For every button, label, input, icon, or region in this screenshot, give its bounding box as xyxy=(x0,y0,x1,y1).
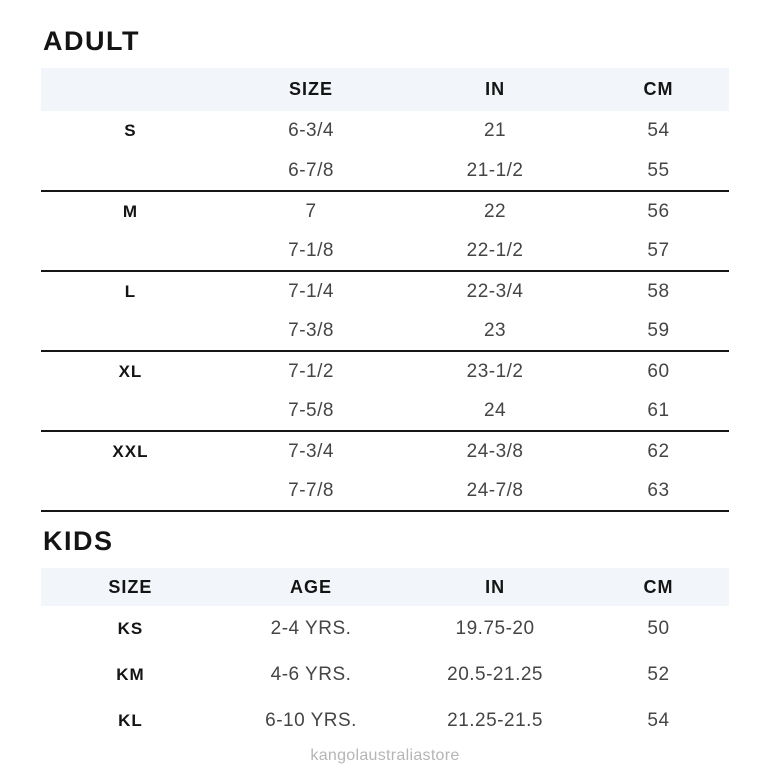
size-label-cell xyxy=(41,231,220,271)
cm-value-cell: 54 xyxy=(647,710,670,731)
size-label-cell: S xyxy=(124,121,137,140)
kids-size-table xyxy=(41,568,729,744)
kids-col-header-in: IN xyxy=(485,576,506,597)
cm-value-cell: 58 xyxy=(647,280,670,302)
size-label-cell: L xyxy=(124,281,137,301)
size-label-cell xyxy=(41,471,220,511)
table-row xyxy=(41,271,729,311)
kids-col-header-size: SIZE xyxy=(108,576,153,597)
size-label-cell: XXL xyxy=(112,441,149,461)
in-value-cell: 19.75-20 xyxy=(455,618,535,639)
size-label-cell xyxy=(41,311,220,351)
in-value-cell: 24-7/8 xyxy=(466,479,524,501)
adult-group-s xyxy=(41,111,729,191)
adult-group-xl xyxy=(41,351,729,431)
table-row xyxy=(41,431,729,471)
in-value-cell: 24-3/8 xyxy=(466,440,524,462)
size-value-cell: 7 xyxy=(305,200,317,222)
store-watermark: kangolaustraliastore xyxy=(310,747,460,764)
kids-col-header-cm: CM xyxy=(643,576,674,597)
in-value-cell: 22-1/2 xyxy=(466,239,524,261)
size-label-cell: KM xyxy=(116,665,145,684)
cm-value-cell: 54 xyxy=(647,120,670,141)
kids-section-title: KIDS xyxy=(43,526,114,556)
table-row xyxy=(41,606,729,652)
age-value-cell: 2-4 YRS. xyxy=(270,618,352,639)
table-row xyxy=(41,351,729,391)
table-row xyxy=(41,111,729,151)
cm-value-cell: 50 xyxy=(647,618,670,639)
size-label-cell: KL xyxy=(118,711,143,730)
cm-value-cell: 56 xyxy=(647,200,670,222)
table-row xyxy=(41,391,729,431)
in-value-cell: 22 xyxy=(483,200,507,222)
adult-size-table xyxy=(41,68,729,512)
cm-value-cell: 62 xyxy=(647,440,670,462)
table-row xyxy=(41,151,729,191)
kids-table-header xyxy=(41,568,729,606)
kids-col-header-age: AGE xyxy=(290,576,333,597)
table-row xyxy=(41,652,729,698)
cm-value-cell: 63 xyxy=(647,479,670,501)
size-value-cell: 6-3/4 xyxy=(288,120,334,141)
size-label-cell xyxy=(41,391,220,431)
adult-header-row xyxy=(41,68,729,111)
adult-group-m xyxy=(41,191,729,271)
size-label-cell: M xyxy=(122,201,139,221)
adult-col-header-blank xyxy=(41,68,220,111)
cm-value-cell: 55 xyxy=(647,159,670,181)
size-value-cell: 7-1/2 xyxy=(288,360,334,382)
adult-group-l xyxy=(41,271,729,351)
size-value-cell: 7-1/8 xyxy=(288,239,334,261)
table-row xyxy=(41,191,729,231)
cm-value-cell: 59 xyxy=(647,319,670,341)
size-value-cell: 7-5/8 xyxy=(288,399,334,421)
adult-section-title: ADULT xyxy=(43,26,140,56)
in-value-cell: 21.25-21.5 xyxy=(447,710,543,731)
adult-table-header xyxy=(41,68,729,111)
table-row xyxy=(41,231,729,271)
age-value-cell: 6-10 YRS. xyxy=(265,710,357,731)
adult-col-header-size: SIZE xyxy=(289,79,334,99)
in-value-cell: 21 xyxy=(483,120,507,141)
size-label-cell: XL xyxy=(118,361,143,381)
cm-value-cell: 61 xyxy=(647,399,670,421)
size-label-cell xyxy=(41,151,220,191)
adult-col-header-in: IN xyxy=(485,79,506,99)
in-value-cell: 20.5-21.25 xyxy=(447,664,543,685)
size-value-cell: 7-3/8 xyxy=(288,319,334,341)
kids-table-body xyxy=(41,606,729,744)
in-value-cell: 22-3/4 xyxy=(466,280,524,302)
table-row xyxy=(41,311,729,351)
in-value-cell: 21-1/2 xyxy=(466,159,524,181)
table-row xyxy=(41,698,729,744)
in-value-cell: 24 xyxy=(483,399,507,421)
size-label-cell: KS xyxy=(117,619,144,638)
in-value-cell: 23 xyxy=(483,319,507,341)
kids-header-row xyxy=(41,568,729,606)
in-value-cell: 23-1/2 xyxy=(466,360,524,382)
cm-value-cell: 60 xyxy=(647,360,670,382)
age-value-cell: 4-6 YRS. xyxy=(270,664,352,685)
size-value-cell: 6-7/8 xyxy=(288,159,334,181)
cm-value-cell: 57 xyxy=(647,239,670,261)
adult-group-xxl xyxy=(41,431,729,511)
size-value-cell: 7-7/8 xyxy=(288,479,334,501)
cm-value-cell: 52 xyxy=(647,664,670,685)
table-row xyxy=(41,471,729,511)
adult-col-header-cm: CM xyxy=(643,79,674,99)
size-value-cell: 7-3/4 xyxy=(288,440,334,462)
size-value-cell: 7-1/4 xyxy=(288,280,334,302)
